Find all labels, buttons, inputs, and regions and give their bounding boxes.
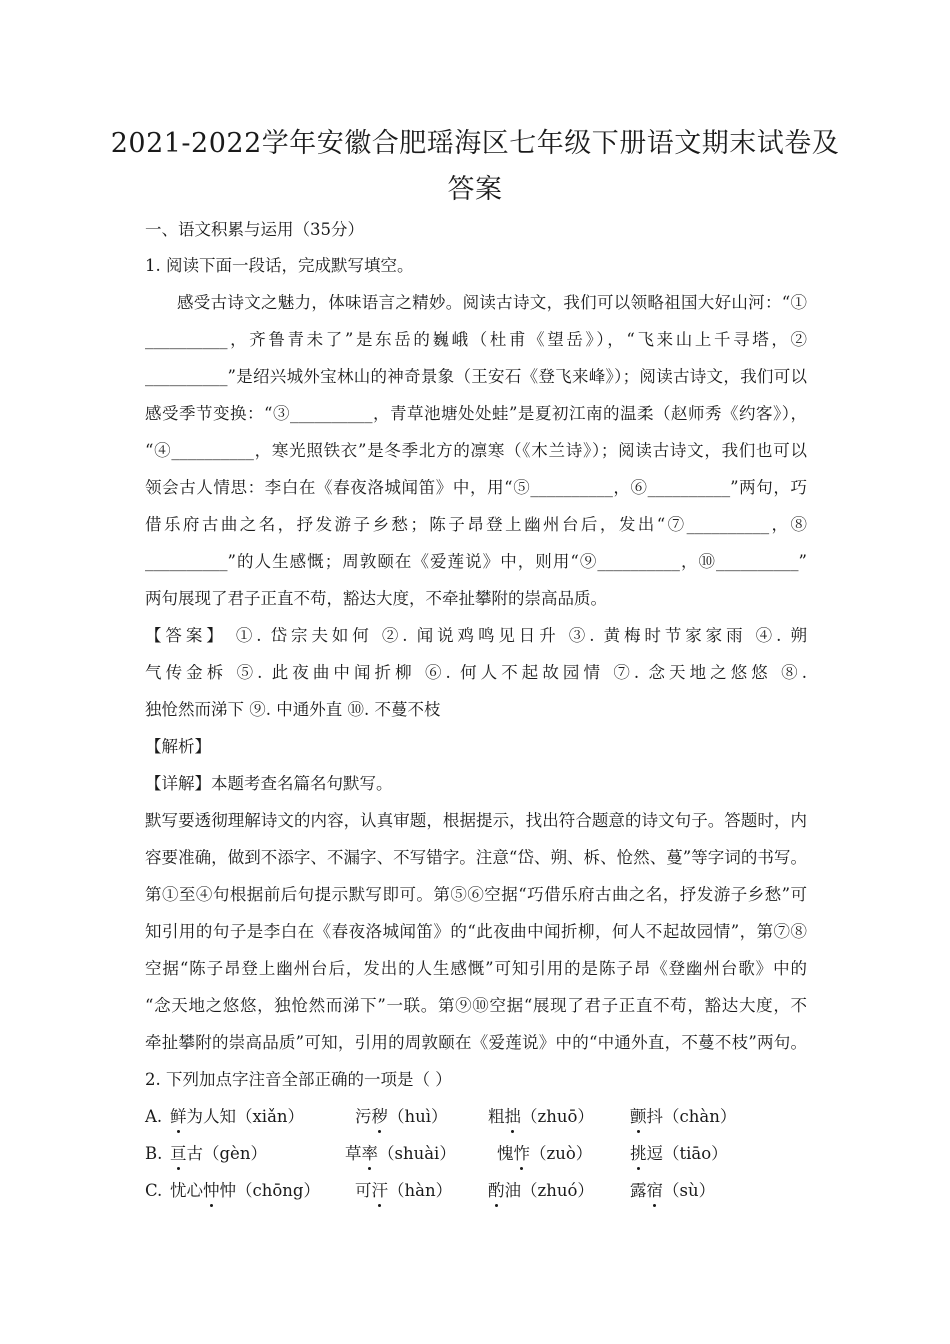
option-item: 粗拙（zhuō） [488,1107,594,1126]
emphasis-char: 颤 [630,1107,647,1126]
title-line-2: 答案 [447,174,503,205]
answer-line: 【答案】 ①. 岱宗夫如何 ②. 闻说鸡鸣见日升 ③. 黄梅时节家家雨 ④. 朔 [145,626,807,645]
explanation-line: 空据“陈子昂登上幽州台后，发出的人生感慨”可知引用的是陈子昂《登幽州台歌》中的 [145,959,807,978]
analysis-label: 【解析】 [145,737,211,756]
option-item: 酌油（zhuó） [488,1181,594,1200]
emphasis-char: 宿 [646,1181,663,1200]
passage-line: 两句展现了君子正直不苟，豁达大度，不牵扯攀附的崇高品质。 [145,589,607,608]
explanation-line: 牵扯攀附的崇高品质”可知，引用的周敦颐在《爱莲说》中的“中通外直，不蔓不枝”两句。 [145,1033,807,1052]
option-item: 鲜为人知（xiǎn） [170,1107,305,1126]
passage-line: 感受古诗文之魅力，体味语言之精妙。阅读古诗文，我们可以领略祖国大好山河：“① [177,293,807,312]
answer-line: 气传金柝 ⑤. 此夜曲中闻折柳 ⑥. 何人不起故园情 ⑦. 念天地之悠悠 ⑧. [145,663,807,682]
option-item: 露宿（sù） [630,1181,716,1200]
option-label: C. [145,1181,163,1200]
option-label: B. [145,1144,163,1163]
passage-line: 借乐府古曲之名，抒发游子乡愁；陈子昂登上幽州台后，发出“⑦__________，⑧ [145,515,807,534]
emphasis-char: 率 [361,1144,378,1163]
title-line-1: 2021-2022学年安徽合肥瑶海区七年级下册语文期末试卷及 [110,128,840,159]
option-item: 颤抖（chàn） [630,1107,737,1126]
answer-line: 独怆然而涕下 ⑨. 中通外直 ⑩. 不蔓不枝 [145,700,441,719]
option-item: 忧心忡忡（chōng） [170,1181,320,1200]
emphasis-char: 挑 [630,1144,647,1163]
passage-line: 感受季节变换：“③__________，青草池塘处处蛙”是夏初江南的温柔（赵师秀《约客》）， [145,404,807,423]
option-item: 挑逗（tiāo） [630,1144,728,1163]
passage-line: __________”是绍兴城外宝林山的神奇景象（王安石《登飞来峰》）；阅读古诗文，我们可以 [145,367,807,386]
passage-line: __________”的人生感慨；周敦颐在《爱莲说》中，则用“⑨__________，⑩__________” [145,552,807,571]
question-1-prompt: 1. 阅读下面一段话，完成默写填空。 [145,256,414,275]
question-2-prompt: 2. 下列加点字注音全部正确的一项是（ ） [145,1070,452,1089]
explanation-line: 知引用的句子是李白在《春夜洛城闻笛》的“此夜曲中闻折柳，何人不起故园情”，第⑦⑧ [145,922,807,941]
explanation-line: 第①至④句根据前后句提示默写即可。第⑤⑥空据“巧借乐府古曲之名，抒发游子乡愁”可 [145,885,807,904]
emphasis-char: 酌 [488,1181,505,1200]
explanation-line: 默写要透彻理解诗文的内容，认真审题，根据提示，找出符合题意的诗文句子。答题时，内 [145,811,807,830]
passage-line: “④__________，寒光照铁衣”是冬季北方的凛寒（《木兰诗》）；阅读古诗文，我们也可以 [145,441,807,460]
section-heading: 一、语文积累与运用（35分） [145,220,364,239]
emphasis-char: 鲜 [170,1107,187,1126]
explanation-line: 容要准确，做到不添字、不漏字、不写错字。注意“岱、朔、柝、怆然、蔓”等字词的书写。 [145,848,807,867]
explanation-line: “念天地之悠悠，独怆然而涕下”一联。第⑨⑩空据“展现了君子正直不苟，豁达大度，不 [145,996,807,1015]
option-item: 亘古（gèn） [170,1144,267,1163]
emphasis-char: 忡 [203,1181,220,1200]
emphasis-char: 秽 [371,1107,388,1126]
option-item: 草率（shuài） [345,1144,456,1163]
detail-line: 【详解】本题考查名篇名句默写。 [145,774,393,793]
emphasis-char: 拙 [504,1107,521,1126]
option-item: 可汗（hàn） [355,1181,453,1200]
option-item: 污秽（huì） [355,1107,448,1126]
emphasis-char: 亘 [170,1144,187,1163]
option-item: 愧怍（zuò） [497,1144,593,1163]
passage-line: __________，齐鲁青未了”是东岳的巍峨（杜甫《望岳》），“飞来山上千寻塔，② [145,330,807,349]
option-label: A. [145,1107,163,1126]
emphasis-char: 汗 [371,1181,388,1200]
emphasis-char: 怍 [513,1144,530,1163]
passage-line: 领会古人情思：李白在《春夜洛城闻笛》中，用“⑤__________，⑥__________”两句，巧 [145,478,807,497]
